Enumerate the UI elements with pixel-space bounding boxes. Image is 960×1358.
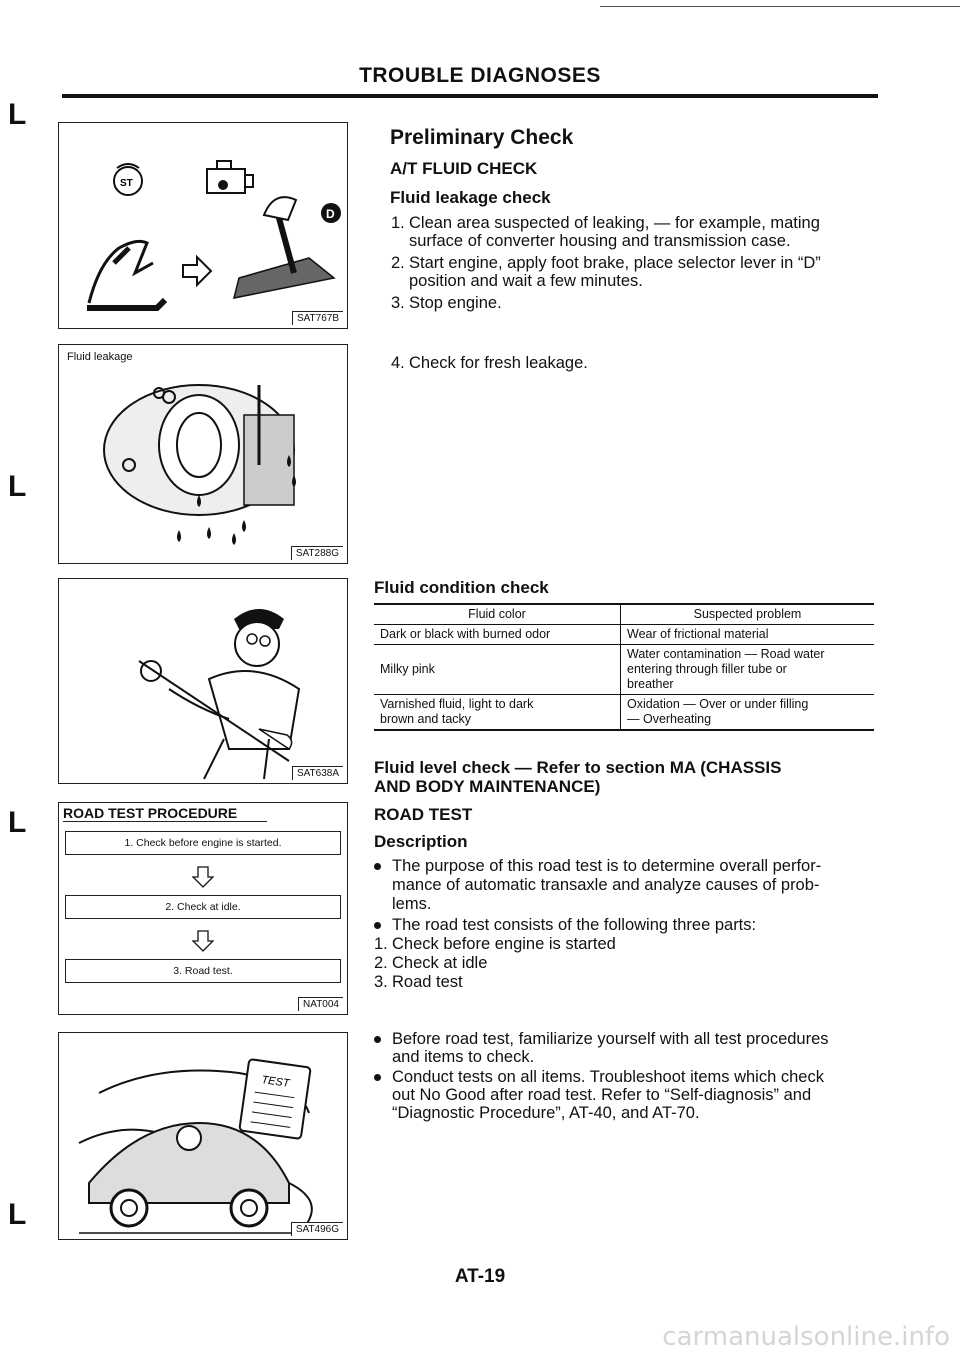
bullet-item: Conduct tests on all items. Troubleshoot items which check out No Good after road test. Refer to “Self-diagnosis” and “Diagnostic Procedure”, AT-40, and AT-70. (374, 1068, 884, 1128)
margin-mark: L (8, 1198, 27, 1231)
figure-fluid-condition (58, 578, 348, 784)
page-number: AT-19 (454, 1266, 506, 1287)
car-road-test-illustration (59, 1033, 346, 1239)
mechanic-illustration (59, 579, 346, 783)
page-title: TROUBLE DIAGNOSES (359, 64, 601, 87)
bullet-item: Before road test, familiarize yourself with all test procedures and items to check. (374, 1030, 884, 1070)
figure-road-test-car (58, 1032, 348, 1240)
subsection-title: Fluid level check — Refer to section MA (CHASSIS AND BODY MAINTENANCE) (374, 758, 782, 796)
table-cell: Wear of frictional material (627, 627, 769, 641)
watermark: carmanualsonline.info (662, 1322, 950, 1352)
figure-fluid-leakage (58, 344, 348, 564)
subsection-title: A/T FLUID CHECK (390, 159, 538, 178)
table-cell: Dark or black with burned odor (374, 625, 621, 645)
svg-text:ST: ST (120, 178, 133, 189)
top-rule (600, 6, 960, 7)
table-cell: Varnished fluid, light to dark brown and tacky (374, 695, 621, 731)
procedure-step-box: 2. Check at idle. (65, 895, 341, 919)
subsection-title: ROAD TEST (374, 805, 473, 824)
figure-label: Fluid leakage (67, 351, 133, 363)
table-header-row (374, 604, 874, 625)
table-row (374, 645, 874, 695)
subsection-title: Fluid leakage check (390, 188, 551, 207)
figure-code: SAT767B (292, 311, 343, 325)
table-header: Fluid color (374, 604, 621, 625)
procedure-step: 4. Check for fresh leakage. (391, 354, 588, 372)
down-arrow-icon (192, 929, 214, 953)
procedure-title: ROAD TEST PROCEDURE (63, 805, 267, 822)
table-cell: Milky pink (374, 645, 621, 695)
table-row (374, 695, 874, 731)
section-title: Preliminary Check (390, 126, 574, 149)
procedure-step: 1. Clean area suspected of leaking, — for example, mating surface of converter housing and transmission case. (391, 214, 820, 250)
bullet-item: The purpose of this road test is to determine overall perfor- mance of automatic transaxle and analyze causes of prob- lems. (374, 857, 884, 917)
figure-code: SAT496G (291, 1222, 343, 1236)
down-arrow-icon (192, 865, 214, 889)
transmission-leakage-illustration (59, 345, 346, 563)
table-cell: Water contamination — Road water entering through filler tube or breather (627, 647, 825, 691)
margin-mark: L (8, 98, 27, 131)
figure-code: SAT638A (292, 766, 343, 780)
procedure-step-box: 1. Check before engine is started. (65, 831, 341, 855)
table-row (374, 625, 874, 645)
road-test-part: 2. Check at idle (374, 954, 488, 972)
subsection-title: Description (374, 832, 468, 851)
svg-text:D: D (326, 207, 335, 221)
procedure-step: 3. Stop engine. (391, 294, 502, 312)
road-test-part: 3. Road test (374, 973, 463, 991)
subsection-title: Fluid condition check (374, 578, 549, 597)
engine-selector-illustration (59, 123, 346, 328)
bullet-item: The road test consists of the following three parts: (374, 916, 884, 936)
procedure-step-box: 3. Road test. (65, 959, 341, 983)
figure-road-test-procedure (58, 802, 348, 1015)
road-test-part: 1. Check before engine is started (374, 935, 616, 953)
fluid-condition-table (374, 603, 874, 731)
procedure-step: 2. Start engine, apply foot brake, place selector lever in “D” position and wait a few minutes. (391, 254, 821, 290)
test-sheet-label: TEST (260, 1073, 291, 1090)
figure-code: SAT288G (291, 546, 343, 560)
figure-code: NAT004 (298, 997, 343, 1011)
figure-start-engine (58, 122, 348, 329)
margin-mark: L (8, 806, 27, 839)
table-cell: Oxidation — Over or under filling — Overheating (627, 697, 809, 726)
margin-mark: L (8, 470, 27, 503)
table-header: Suspected problem (693, 607, 802, 621)
header-rule (62, 94, 878, 98)
